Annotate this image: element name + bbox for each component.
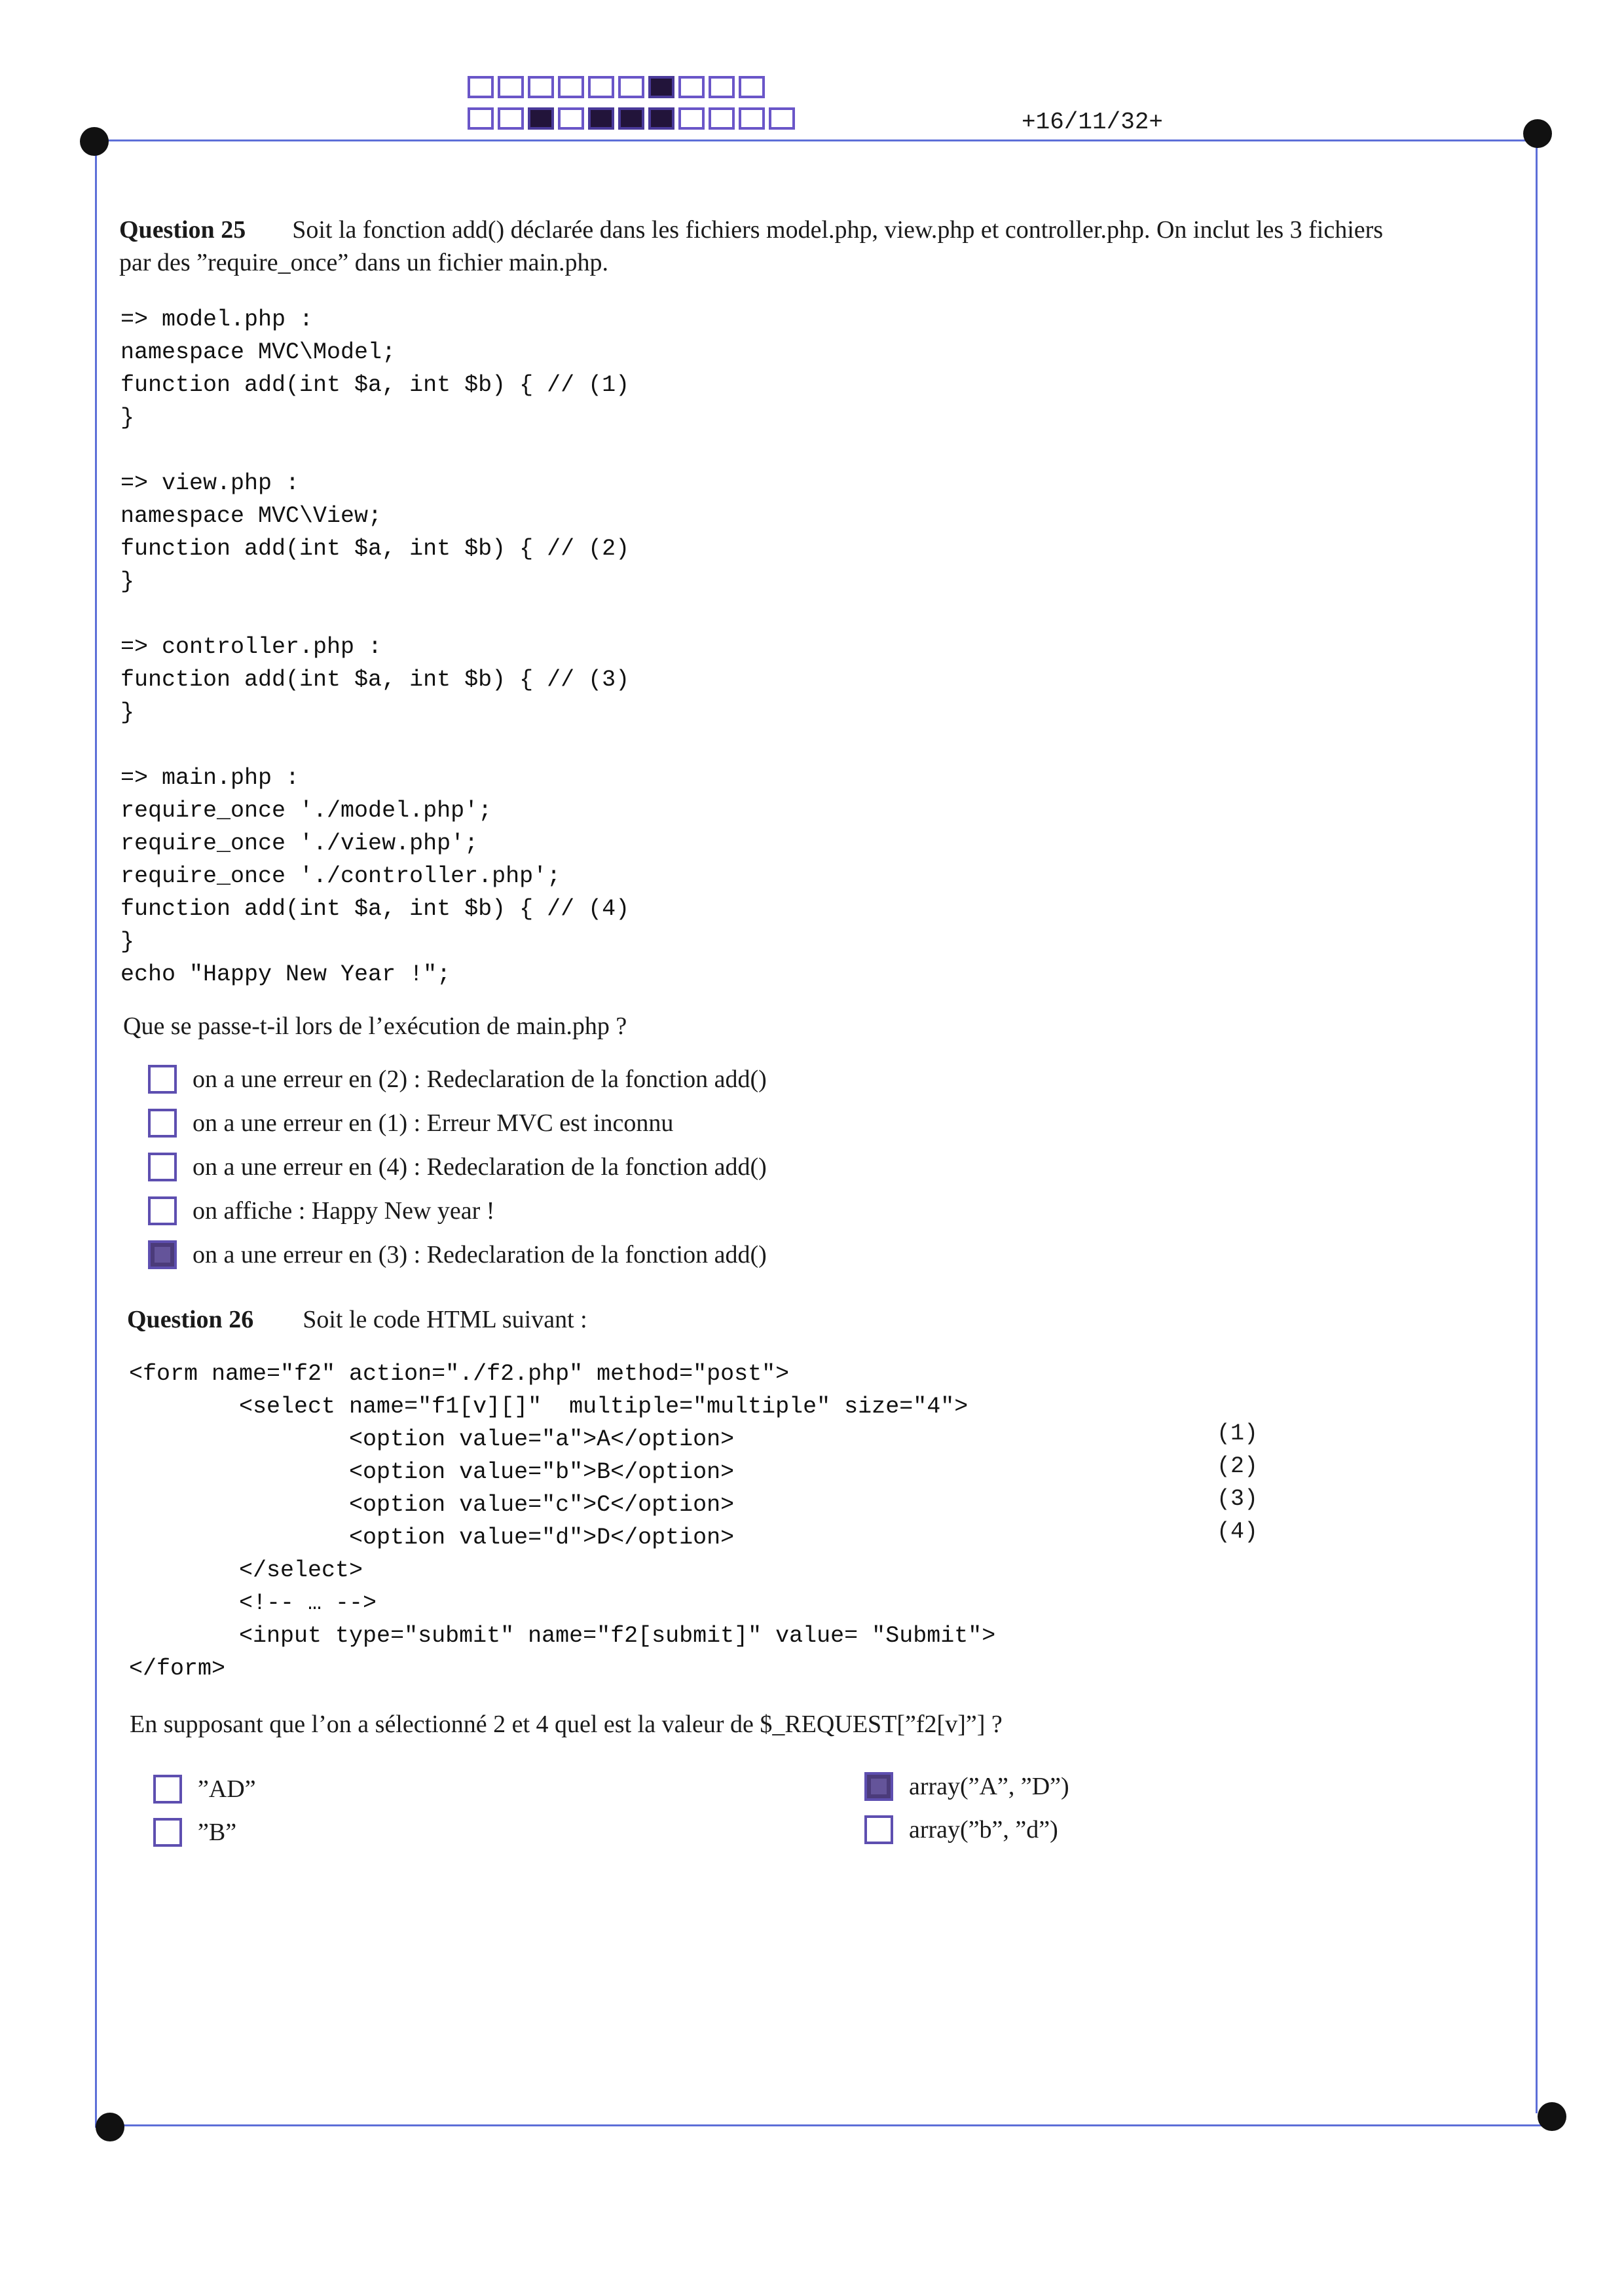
q25-option-5[interactable]	[148, 1240, 767, 1269]
id-box-r1-8	[678, 76, 705, 98]
id-box-r1-7	[648, 76, 674, 98]
corner-marker-top-left	[80, 127, 109, 156]
q26-option-2-checkbox[interactable]	[153, 1818, 182, 1847]
q26-option-2[interactable]	[153, 1818, 236, 1847]
q25-option-4[interactable]	[148, 1196, 494, 1225]
question-26-intro	[127, 1303, 587, 1336]
id-box-r1-9	[709, 76, 735, 98]
frame-bottom	[110, 2124, 1552, 2126]
q26-option-4[interactable]	[864, 1815, 1058, 1844]
id-box-r2-3	[528, 107, 554, 130]
q25-option-2-checkbox[interactable]	[148, 1109, 177, 1138]
question-25-code: => model.php : namespace MVC\Model; function add(int $a, int $b) { // (1) } => view.php : namespace MVC\View; function add(int $a, int $b) { // (2) } => controller.php : function add(int $a, int $b) { // (3) } => main.php : require_once './model.php'; require_once './view.php'; require_once './controller.php'; function add(int $a, int $b) { // (4) } echo "Happy New Year !";	[120, 306, 630, 988]
line-number-2: (2)	[1217, 1453, 1259, 1479]
question-26-line-numbers	[1217, 1417, 1258, 1548]
frame-right	[1536, 136, 1538, 2113]
q26-option-1[interactable]	[153, 1775, 256, 1804]
q25-option-3-label: on a une erreur en (4) : Redeclaration de la fonction add()	[193, 1153, 767, 1181]
q26-option-4-label: array(”b”, ”d”)	[909, 1816, 1058, 1843]
id-box-r2-6	[618, 107, 644, 130]
q26-option-1-label: ”AD”	[198, 1775, 256, 1803]
id-box-r2-11	[769, 107, 795, 130]
question-25-intro-line1: Soit la fonction add() déclarée dans les fichiers model.php, view.php et controller.php. On inclut les 3 fichiers	[292, 216, 1384, 244]
id-box-r2-9	[709, 107, 735, 130]
line-number-4: (4)	[1217, 1519, 1259, 1545]
q25-option-4-label: on affiche : Happy New year !	[193, 1197, 495, 1225]
id-boxes-row-2	[468, 107, 799, 130]
id-box-r1-2	[498, 76, 524, 98]
q26-option-3-label: array(”A”, ”D”)	[909, 1773, 1069, 1800]
id-box-r2-8	[678, 107, 705, 130]
line-number-1: (1)	[1217, 1420, 1259, 1447]
page-id: +16/11/32+	[1022, 109, 1164, 136]
q26-option-4-checkbox[interactable]	[864, 1815, 893, 1844]
id-boxes-row-1	[468, 76, 769, 98]
question-26-title: Question 26	[127, 1306, 254, 1333]
id-box-r2-4	[558, 107, 584, 130]
frame-left	[95, 139, 97, 2128]
q26-option-1-checkbox[interactable]	[153, 1775, 182, 1804]
id-box-r1-10	[739, 76, 765, 98]
question-25-intro	[119, 213, 1521, 279]
q25-option-2-label: on a une erreur en (1) : Erreur MVC est inconnu	[193, 1109, 674, 1137]
q26-option-3-checkbox[interactable]	[864, 1772, 893, 1801]
q25-option-5-label: on a une erreur en (3) : Redeclaration de la fonction add()	[193, 1241, 767, 1268]
id-box-r2-10	[739, 107, 765, 130]
q25-option-4-checkbox[interactable]	[148, 1196, 177, 1225]
question-25-prompt: Que se passe-t-il lors de l’exécution de main.php ?	[123, 1012, 627, 1040]
q26-option-2-label: ”B”	[198, 1819, 237, 1846]
id-box-r1-5	[588, 76, 614, 98]
q25-option-1-checkbox[interactable]	[148, 1065, 177, 1094]
corner-marker-bottom-right	[1538, 2102, 1566, 2131]
question-26-intro-text: Soit le code HTML suivant :	[303, 1306, 587, 1333]
q26-option-3[interactable]	[864, 1772, 1069, 1801]
line-number-3: (3)	[1217, 1486, 1259, 1512]
id-box-r1-1	[468, 76, 494, 98]
question-25-title: Question 25	[119, 216, 246, 244]
question-26-prompt: En supposant que l’on a sélectionné 2 et 4 quel est la valeur de $_REQUEST[”f2[v]”] ?	[130, 1711, 1003, 1738]
id-box-r2-2	[498, 107, 524, 130]
corner-marker-top-right	[1523, 119, 1552, 148]
q25-option-3-checkbox[interactable]	[148, 1153, 177, 1181]
id-box-r2-5	[588, 107, 614, 130]
q25-option-5-checkbox[interactable]	[148, 1240, 177, 1269]
question-26-code: <form name="f2" action="./f2.php" method="post"> <select name="f1[v][]" multiple="multiple" size="4"> <option value="a">A</option> <option value="b">B</option> <option value="c">C</option> <option value="d">D</option> </select> <!-- … --> <input type="submit" name="f2[submit]" value= "Submit"> </form>	[129, 1361, 996, 1682]
id-box-r1-4	[558, 76, 584, 98]
id-box-r1-6	[618, 76, 644, 98]
id-box-r2-7	[648, 107, 674, 130]
question-25-intro-line2: par des ”require_once” dans un fichier main.php.	[119, 249, 609, 276]
id-box-r1-3	[528, 76, 554, 98]
q25-option-2[interactable]	[148, 1109, 673, 1138]
q25-option-3[interactable]	[148, 1153, 767, 1181]
q25-option-1-label: on a une erreur en (2) : Redeclaration de la fonction add()	[193, 1065, 767, 1093]
q25-option-1[interactable]	[148, 1065, 767, 1094]
frame-top	[95, 139, 1536, 141]
id-box-r2-1	[468, 107, 494, 130]
corner-marker-bottom-left	[96, 2113, 124, 2141]
